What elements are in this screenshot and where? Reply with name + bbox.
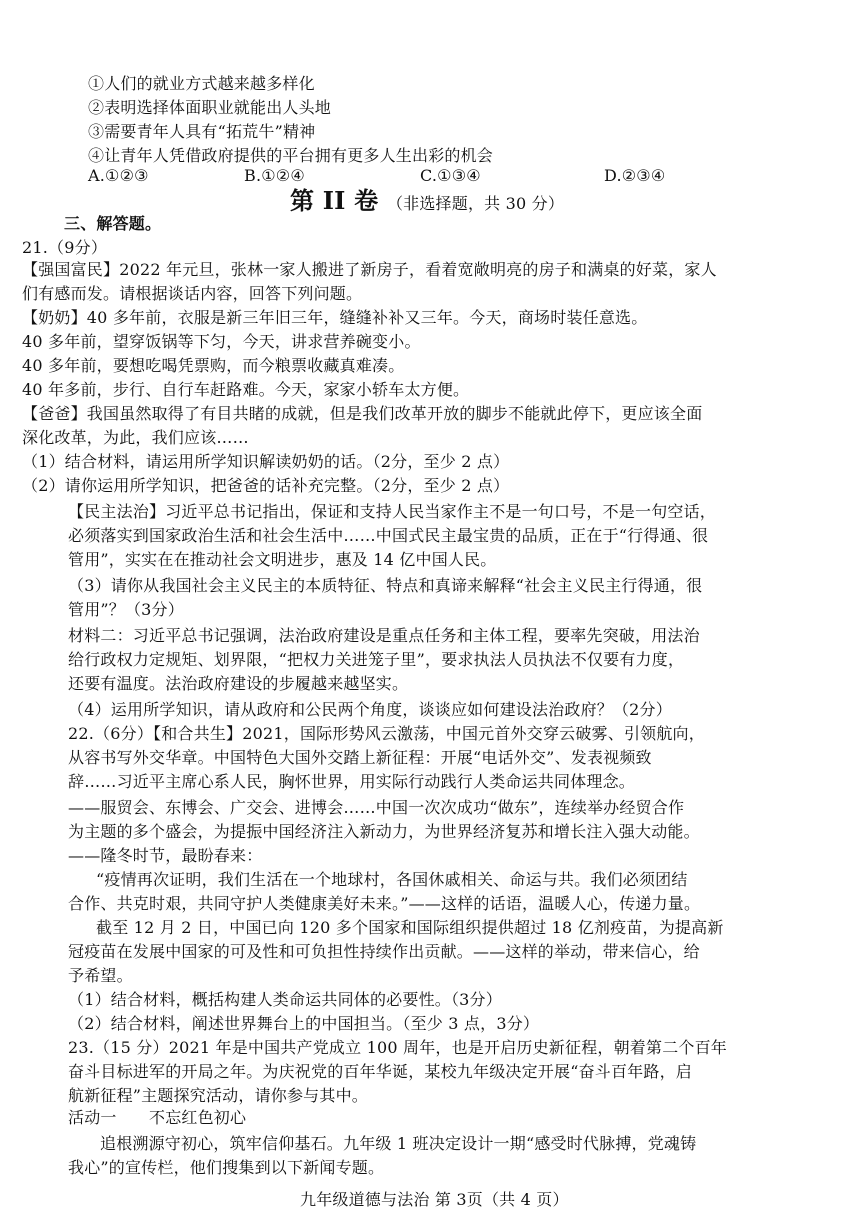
option-line: ②表明选择体面职业就能出人头地 — [88, 98, 332, 117]
q21-line: 【奶奶】40 多年前，衣服是新三年旧三年，缝缝补补又三年。今天，商场时装任意选。 — [22, 308, 648, 327]
q22-line: ——隆冬时节，最盼春来： — [68, 846, 263, 865]
volume-heading — [290, 186, 564, 219]
q21-line: 21.（9分） — [22, 238, 108, 257]
q23-line: 奋斗目标进军的开局之年。为庆祝党的百年华诞，某校九年级决定开展“奋斗百年路，启 — [68, 1062, 692, 1081]
volume-title: 第 II 卷 — [290, 186, 379, 215]
q22-line: ——服贸会、东博会、广交会、进博会……中国一次次成功“做东”，连续举办经贸合作 — [68, 798, 685, 817]
q21-line: 【民主法治】习近平总书记指出，保证和支持人民当家作主不是一句口号，不是一句空话， — [68, 502, 717, 521]
q21-line: 必须落实到国家政治生活和社会生活中……中国式民主最宝贵的品质，正在于“行得通、很 — [68, 526, 709, 545]
q21-line: （3）请你从我国社会主义民主的本质特征、特点和真谛来解释“社会主义民主行得通，很 — [68, 576, 703, 595]
option-line: ①人们的就业方式越来越多样化 — [88, 74, 315, 93]
q21-line: 40 年多前，步行、自行车赶路难。今天，家家小轿车太方便。 — [22, 380, 470, 399]
q22-line: 截至 12 月 2 日，中国已向 120 多个国家和国际组织提供超过 18 亿剂疫苗，为提高新 — [96, 918, 724, 937]
q23-line: 航新征程”主题探究活动，请你参与其中。 — [68, 1086, 368, 1105]
q21-line: 【强国富民】2022 年元旦，张林一家人搬进了新房子，看着宽敞明亮的房子和满桌的好菜，家人 — [22, 260, 717, 279]
q21-line: 还要有温度。法治政府建设的步履越来越坚实。 — [68, 674, 409, 693]
q21-line: （1）结合材料，请运用所学知识解读奶奶的话。（2分，至少 2 点） — [22, 452, 510, 471]
q22-line: “疫情再次证明，我们生活在一个地球村，各国休戚相关、命运与共。我们必须团结 — [96, 870, 688, 889]
q21-line: 们有感而发。请根据谈话内容，回答下列问题。 — [22, 284, 363, 303]
q21-line: 40 多年前，要想吃喝凭票购，而今粮票收藏真难凑。 — [22, 356, 405, 375]
q22-line: 22.（6分）【和合共生】2021，国际形势风云激荡，中国元首外交穿云破雾、引领航向， — [68, 724, 705, 743]
q22-line: （1）结合材料，概括构建人类命运共同体的必要性。（3分） — [68, 990, 502, 1009]
q23-line: 我心”的宣传栏，他们搜集到以下新闻专题。 — [68, 1158, 385, 1177]
q22-line: 冠疫苗在发展中国家的可及性和可负担性持续作出贡献。——这样的举动，带来信心，给 — [68, 942, 700, 961]
q21-line: （2）请你运用所学知识，把爸爸的话补充完整。（2分，至少 2 点） — [22, 476, 510, 495]
q21-line: 【爸爸】我国虽然取得了有目共睹的成就，但是我们改革开放的脚步不能就此停下，更应该全面 — [22, 404, 703, 423]
q22-line: （2）结合材料，阐述世界舞台上的中国担当。（至少 3 点，3分） — [68, 1014, 540, 1033]
q21-line: 40 多年前，望穿饭锅等下匀，今天，讲求营养碗变小。 — [22, 332, 421, 351]
q23-line: 活动一 不忘红色初心 — [68, 1108, 247, 1127]
choice-c: C.①③④ — [420, 166, 481, 185]
q22-line: 予希望。 — [68, 966, 133, 985]
choice-b: B.①②④ — [244, 166, 305, 185]
q21-line: 深化改革，为此，我们应该…… — [22, 428, 249, 447]
choice-d: D.②③④ — [604, 166, 666, 185]
q22-line: 从容书写外交华章。中国特色大国外交踏上新征程：开展“电话外交”、发表视频致 — [68, 748, 652, 767]
q21-line: 材料二：习近平总书记强调，法治政府建设是重点任务和主体工程，要率先突破，用法治 — [68, 626, 700, 645]
option-line: ③需要青年人具有“拓荒牛”精神 — [88, 122, 316, 141]
choice-a: A.①②③ — [88, 166, 149, 185]
q23-line: 追根溯源守初心，筑牢信仰基石。九年级 1 班决定设计一期“感受时代脉搏，党魂铸 — [100, 1134, 697, 1153]
option-line: ④让青年人凭借政府提供的平台拥有更多人生出彩的机会 — [88, 146, 494, 165]
q21-line: 管用”，实实在在推动社会文明进步，惠及 14 亿中国人民。 — [68, 550, 497, 569]
q22-line: 为主题的多个盛会，为提振中国经济注入新动力，为世界经济复苏和增长注入强大动能。 — [68, 822, 700, 841]
q21-line: 给行政权力定规矩、划界限，“把权力关进笼子里”，要求执法人员执法不仅要有力度， — [68, 650, 685, 669]
q22-line: 辞……习近平主席心系人民，胸怀世界，用实际行动践行人类命运共同体理念。 — [68, 772, 636, 791]
q21-line: （4）运用所学知识，请从政府和公民两个角度，谈谈应如何建设法治政府？（2分） — [68, 700, 672, 719]
q21-line: 管用”？（3分） — [68, 600, 184, 619]
page-footer: 九年级道德与法治 第 3页（共 4 页） — [300, 1190, 569, 1209]
q22-line: 合作、共克时艰，共同守护人类健康美好未来。”——这样的话语，温暖人心，传递力量。 — [68, 894, 701, 913]
section-title: 三、解答题。 — [64, 214, 162, 233]
volume-subtitle: （非选择题，共 30 分） — [386, 194, 565, 213]
q23-line: 23.（15 分）2021 年是中国共产党成立 100 周年，也是开启历史新征程，朝着第二个百年 — [68, 1038, 728, 1057]
